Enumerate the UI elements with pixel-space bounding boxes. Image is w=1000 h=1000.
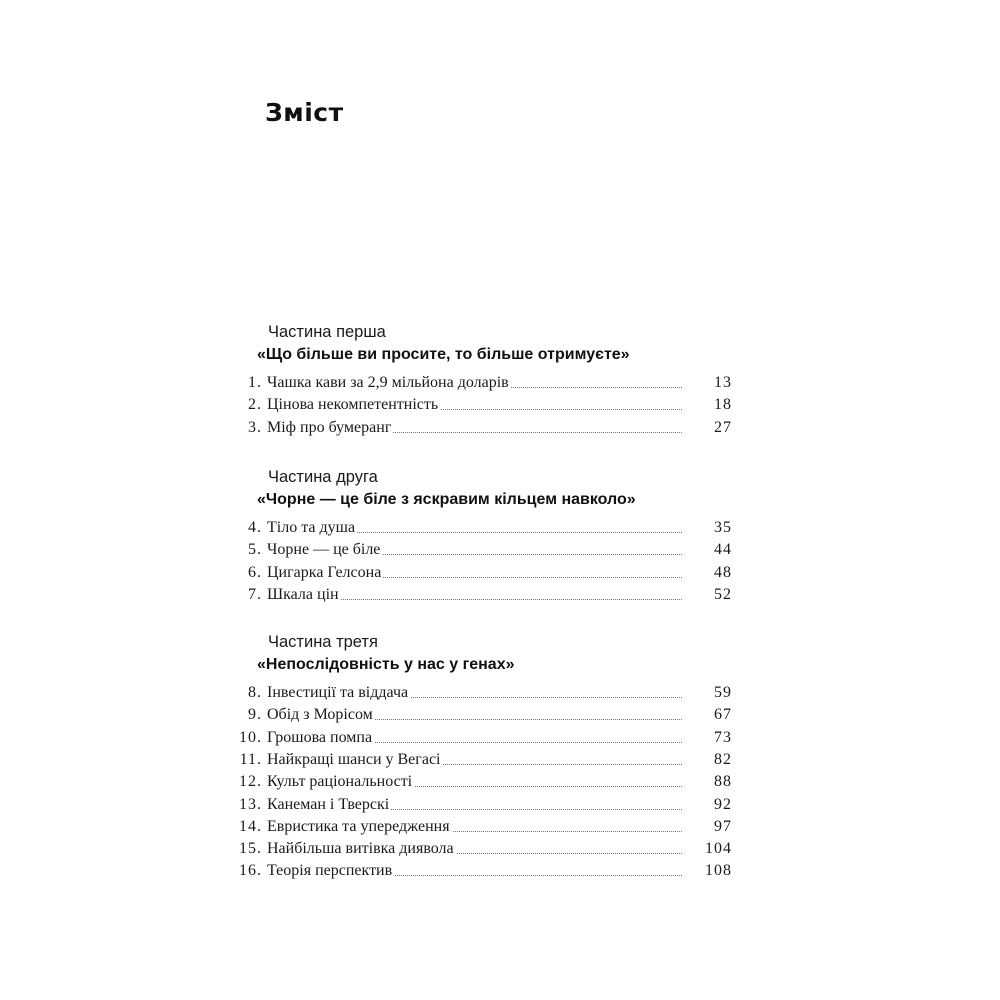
part-label: Частина третя [268, 633, 378, 651]
part-title: «Чорне — це біле з яскравим кільцем навколо» [257, 491, 636, 508]
chapter-entry[interactable] [0, 859, 1000, 882]
chapter-entry[interactable] [0, 393, 1000, 416]
chapter-entry[interactable] [0, 793, 1000, 816]
chapter-page-number: 73 [714, 728, 732, 746]
chapter-title: Чашка кави за 2,9 мільйона доларів [267, 371, 511, 394]
chapter-title: Обід з Морісом [267, 703, 375, 726]
chapter-title: Міф про бумеранг [267, 416, 393, 439]
chapter-number: 13. [239, 795, 262, 813]
part-label: Частина друга [268, 468, 378, 486]
chapter-page-number: 27 [714, 418, 732, 436]
chapter-entry[interactable] [0, 703, 1000, 726]
chapter-title: Цінова некомпетентність [267, 393, 440, 416]
chapter-page-number: 104 [705, 840, 732, 858]
chapter-entry[interactable] [0, 583, 1000, 606]
toc-title: Зміст [265, 98, 344, 127]
chapter-page-number: 92 [714, 795, 732, 813]
chapter-entry[interactable] [0, 681, 1000, 704]
chapter-title: Чорне — це біле [267, 538, 382, 561]
chapter-title: Найбільша витівка диявола [267, 837, 456, 860]
chapter-number: 9. [248, 706, 262, 724]
chapter-entry[interactable] [0, 416, 1000, 439]
chapter-number: 4. [248, 519, 262, 536]
chapter-number: 7. [248, 585, 262, 603]
chapter-entry[interactable] [0, 726, 1000, 749]
part-title: «Що більше ви просите, то більше отримуєте» [257, 346, 630, 363]
chapter-number: 5. [248, 541, 262, 559]
chapter-page-number: 35 [714, 519, 732, 536]
chapter-title: Цигарка Гелсона [267, 561, 383, 584]
chapter-number: 2. [248, 396, 262, 414]
chapter-entry[interactable] [0, 815, 1000, 838]
chapter-number: 16. [239, 862, 262, 880]
part-label: Частина перша [268, 323, 386, 341]
chapter-number: 10. [239, 728, 262, 746]
chapter-entry[interactable] [0, 561, 1000, 584]
chapter-page-number: 88 [714, 773, 732, 791]
part-title: «Непослідовність у нас у генах» [257, 656, 515, 673]
chapter-title: Тіло та душа [267, 516, 357, 539]
chapter-page-number: 52 [714, 585, 732, 603]
chapter-number: 6. [248, 563, 262, 581]
chapter-page-number: 82 [714, 750, 732, 768]
chapter-title: Шкала цін [267, 583, 341, 606]
chapter-entry[interactable] [0, 748, 1000, 771]
chapter-number: 3. [248, 418, 262, 436]
chapter-page-number: 44 [714, 541, 732, 559]
chapter-page-number: 48 [714, 563, 732, 581]
chapter-title: Інвестиції та віддача [267, 681, 410, 704]
chapter-number: 11. [239, 750, 262, 768]
chapter-title: Канеман і Тверскі [267, 793, 391, 816]
chapter-number: 1. [248, 374, 262, 391]
chapter-title: Культ раціональності [267, 770, 414, 793]
chapter-entry[interactable] [0, 538, 1000, 561]
chapter-title: Грошова помпа [267, 726, 374, 749]
chapter-page-number: 108 [705, 862, 732, 880]
chapter-page-number: 59 [714, 684, 732, 701]
chapter-page-number: 67 [714, 706, 732, 724]
chapter-entry[interactable] [0, 516, 1000, 539]
chapter-number: 14. [239, 817, 262, 835]
chapter-entry[interactable] [0, 770, 1000, 793]
chapter-page-number: 97 [714, 817, 732, 835]
chapter-number: 12. [239, 773, 262, 791]
chapter-title: Евристика та упередження [267, 815, 452, 838]
chapter-page-number: 13 [714, 374, 732, 391]
chapter-title: Найкращі шанси у Вегасі [267, 748, 443, 771]
chapter-page-number: 18 [714, 396, 732, 414]
chapter-entry[interactable] [0, 371, 1000, 394]
chapter-title: Теорія перспектив [267, 859, 394, 882]
chapter-number: 15. [239, 840, 262, 858]
chapter-number: 8. [248, 684, 262, 701]
chapter-entry[interactable] [0, 837, 1000, 860]
